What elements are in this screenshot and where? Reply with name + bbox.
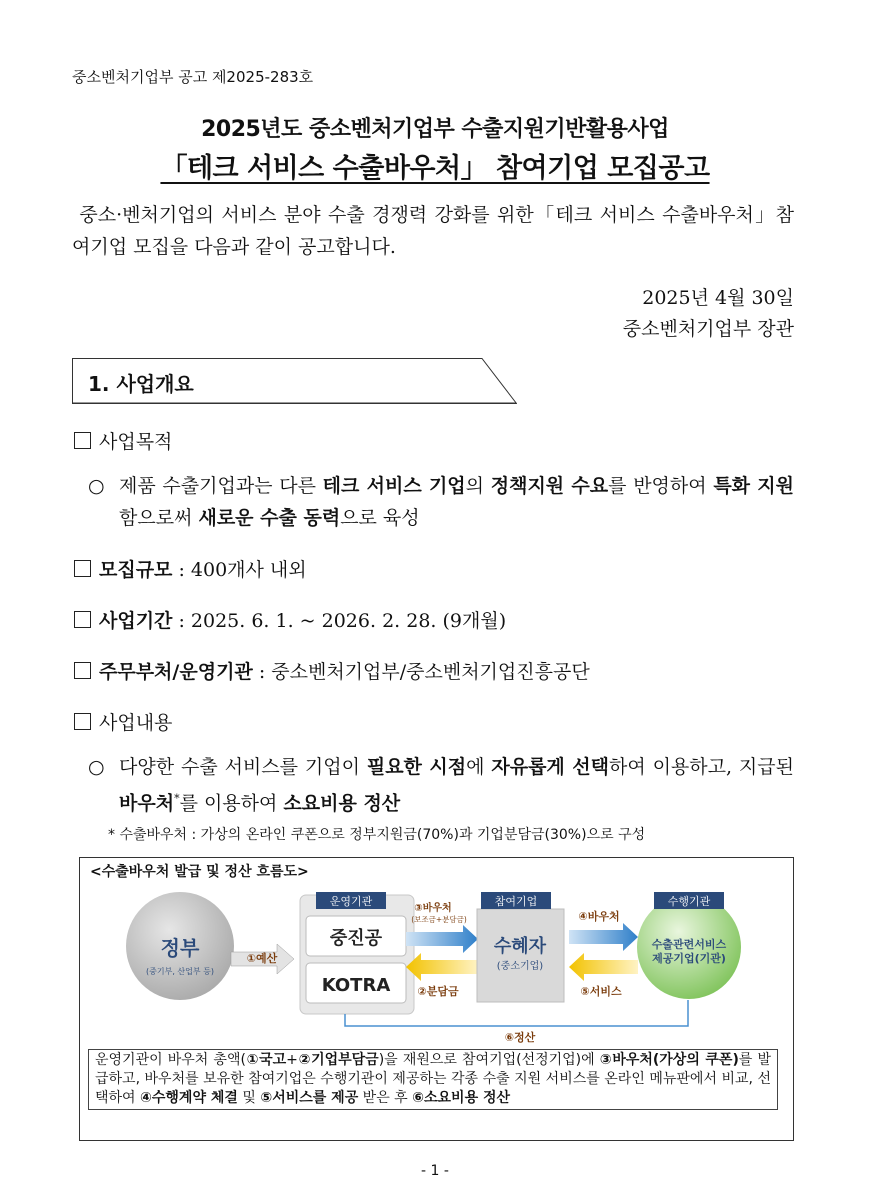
period-value: 2025. 6. 1. ~ 2026. 2. 28. (9개월) bbox=[190, 610, 507, 632]
agency-label: 주무부처/운영기관 bbox=[99, 661, 253, 683]
intro-text: 중소·벤처기업의 서비스 분야 수출 경쟁력 강화를 위한「테크 서비스 수출바우처」참여기업 모집을 다음과 같이 공고합니다. bbox=[72, 204, 794, 258]
purpose-emphasis: 새로운 수출 동력 bbox=[198, 507, 341, 529]
checkbox-icon bbox=[74, 560, 91, 577]
desc-part: 를 발급하고, 바우처를 보유한 참여기업은 수행기관이 제공하는 각종 수출 지원 서비스를 온라인 메뉴판에서 비교, 선택하여 bbox=[95, 1052, 772, 1106]
scale-item bbox=[74, 555, 307, 582]
period-separator: : bbox=[172, 610, 191, 632]
content-bullet-mark: ○ bbox=[88, 756, 105, 778]
content-text bbox=[119, 751, 794, 819]
period-item bbox=[74, 606, 506, 633]
gov-label: 정부 bbox=[160, 936, 200, 960]
operator-header: 운영기관 bbox=[329, 895, 373, 908]
purpose-emphasis: 테크 서비스 기업 bbox=[322, 475, 466, 497]
purpose-label: 사업목적 bbox=[99, 431, 173, 453]
title-line-1: 2025년도 중소벤처기업부 수출지원기반활용사업 bbox=[201, 117, 669, 142]
title-line-2-text: 「테크 서비스 수출바우처」 참여기업 모집공고 bbox=[160, 153, 710, 184]
gov-sub-label: (중기부, 산업부 등) bbox=[146, 967, 214, 976]
purpose-part: 를 반영하여 bbox=[608, 475, 714, 497]
content-emphasis: 바우처 bbox=[119, 792, 175, 815]
participant-header: 참여기업 bbox=[494, 895, 538, 908]
issue-date: 2025년 4월 30일 bbox=[642, 287, 794, 309]
content-part: 를 이용하여 bbox=[179, 792, 284, 815]
desc-emphasis: ②기업부담금 bbox=[297, 1052, 379, 1068]
voucher3-label: ③바우처 bbox=[414, 903, 452, 914]
title-line-2 bbox=[0, 146, 870, 185]
page-number: - 1 - bbox=[421, 1163, 449, 1179]
desc-part: )을 재원으로 참여기업(선정기업)에 bbox=[378, 1052, 600, 1068]
desc-part: 및 bbox=[237, 1090, 261, 1106]
issuer: 중소벤처기업부 장관 bbox=[622, 318, 794, 340]
notice-number: 중소벤처기업부 공고 제2025-283호 bbox=[72, 68, 314, 86]
content-emphasis: 필요한 시점 bbox=[366, 756, 467, 778]
purpose-part: 제품 수출기업과는 다른 bbox=[119, 475, 323, 497]
desc-emphasis: ⑥소요비용 정산 bbox=[412, 1090, 511, 1106]
voucher4-label: ④바우처 bbox=[578, 910, 620, 923]
agency-value: 중소벤처기업부/중소벤처기업진흥공단 bbox=[271, 661, 590, 683]
issue-block bbox=[623, 283, 794, 345]
flow-description bbox=[88, 1049, 778, 1110]
voucher3-sub-label: (보조금+분담금) bbox=[411, 915, 467, 924]
scale-value: 400개사 내외 bbox=[190, 559, 307, 581]
voucher-footnote: * 수출바우처 : 가상의 온라인 쿠폰으로 정부지원금(70%)과 기업분담금(30%)으로 구성 bbox=[108, 827, 646, 843]
operator-1: 중진공 bbox=[329, 928, 383, 949]
content-emphasis: 소요비용 정산 bbox=[283, 792, 401, 815]
checkbox-icon bbox=[74, 432, 91, 449]
voucher3-arrow-icon bbox=[406, 925, 478, 953]
content-heading bbox=[74, 708, 172, 735]
provider-header: 수행기관 bbox=[667, 895, 711, 908]
desc-part: 운영기관이 바우처 총액( bbox=[95, 1052, 246, 1068]
settle6-label: ⑥정산 bbox=[504, 1031, 536, 1044]
footnote-marker: * bbox=[174, 792, 180, 805]
service5-arrow-icon bbox=[569, 953, 638, 981]
budget-label: ①예산 bbox=[246, 952, 278, 965]
desc-emphasis: ①국고 bbox=[245, 1052, 287, 1068]
provider-label-2: 제공기업(기관) bbox=[652, 952, 726, 965]
checkbox-icon bbox=[74, 713, 91, 730]
content-label: 사업내용 bbox=[99, 712, 173, 734]
participant-label: 수혜자 bbox=[493, 936, 547, 957]
purpose-part: 으로 육성 bbox=[340, 507, 420, 529]
content-part: 다양한 수출 서비스를 기업이 bbox=[119, 756, 367, 778]
purpose-heading bbox=[74, 427, 172, 454]
purpose-bullet-mark: ○ bbox=[88, 475, 105, 497]
checkbox-icon bbox=[74, 611, 91, 628]
provider-label-1: 수출관련서비스 bbox=[651, 938, 727, 951]
content-part: 하여 이용하고, 지급된 bbox=[608, 756, 794, 778]
purpose-emphasis: 정책지원 수요 bbox=[490, 475, 609, 497]
checkbox-icon bbox=[74, 662, 91, 679]
participant-sub-label: (중소기업) bbox=[496, 961, 544, 972]
desc-part: 받은 후 bbox=[358, 1090, 413, 1106]
desc-emphasis: ③바우처(가상의 쿠폰) bbox=[599, 1052, 739, 1068]
scale-label: 모집규모 bbox=[99, 559, 173, 581]
purpose-part: 함으로써 bbox=[119, 507, 199, 529]
service5-label: ⑤서비스 bbox=[580, 985, 622, 998]
share2-arrow-icon bbox=[406, 953, 478, 981]
operator-2: KOTRA bbox=[321, 975, 391, 996]
agency-separator: : bbox=[252, 661, 272, 683]
desc-emphasis: ⑤서비스를 제공 bbox=[260, 1090, 359, 1106]
purpose-part: 의 bbox=[465, 475, 491, 497]
flow-title: <수출바우처 발급 및 정산 흐름도> bbox=[90, 864, 309, 880]
section-1-title: 1. 사업개요 bbox=[88, 372, 194, 396]
content-emphasis: 자유롭게 선택 bbox=[491, 756, 609, 778]
voucher4-arrow-icon bbox=[569, 923, 638, 951]
flow-diagram bbox=[79, 880, 792, 1045]
desc-emphasis: ④수행계약 체결 bbox=[140, 1090, 238, 1106]
purpose-text bbox=[119, 470, 794, 534]
share2-label: ②분담금 bbox=[417, 985, 459, 998]
intro-paragraph bbox=[72, 199, 794, 263]
scale-separator: : bbox=[172, 559, 191, 581]
agency-item bbox=[74, 657, 590, 684]
purpose-emphasis: 특화 지원 bbox=[713, 475, 794, 497]
desc-part: + bbox=[286, 1052, 298, 1068]
period-label: 사업기간 bbox=[99, 610, 173, 632]
content-part: 에 bbox=[466, 756, 492, 778]
